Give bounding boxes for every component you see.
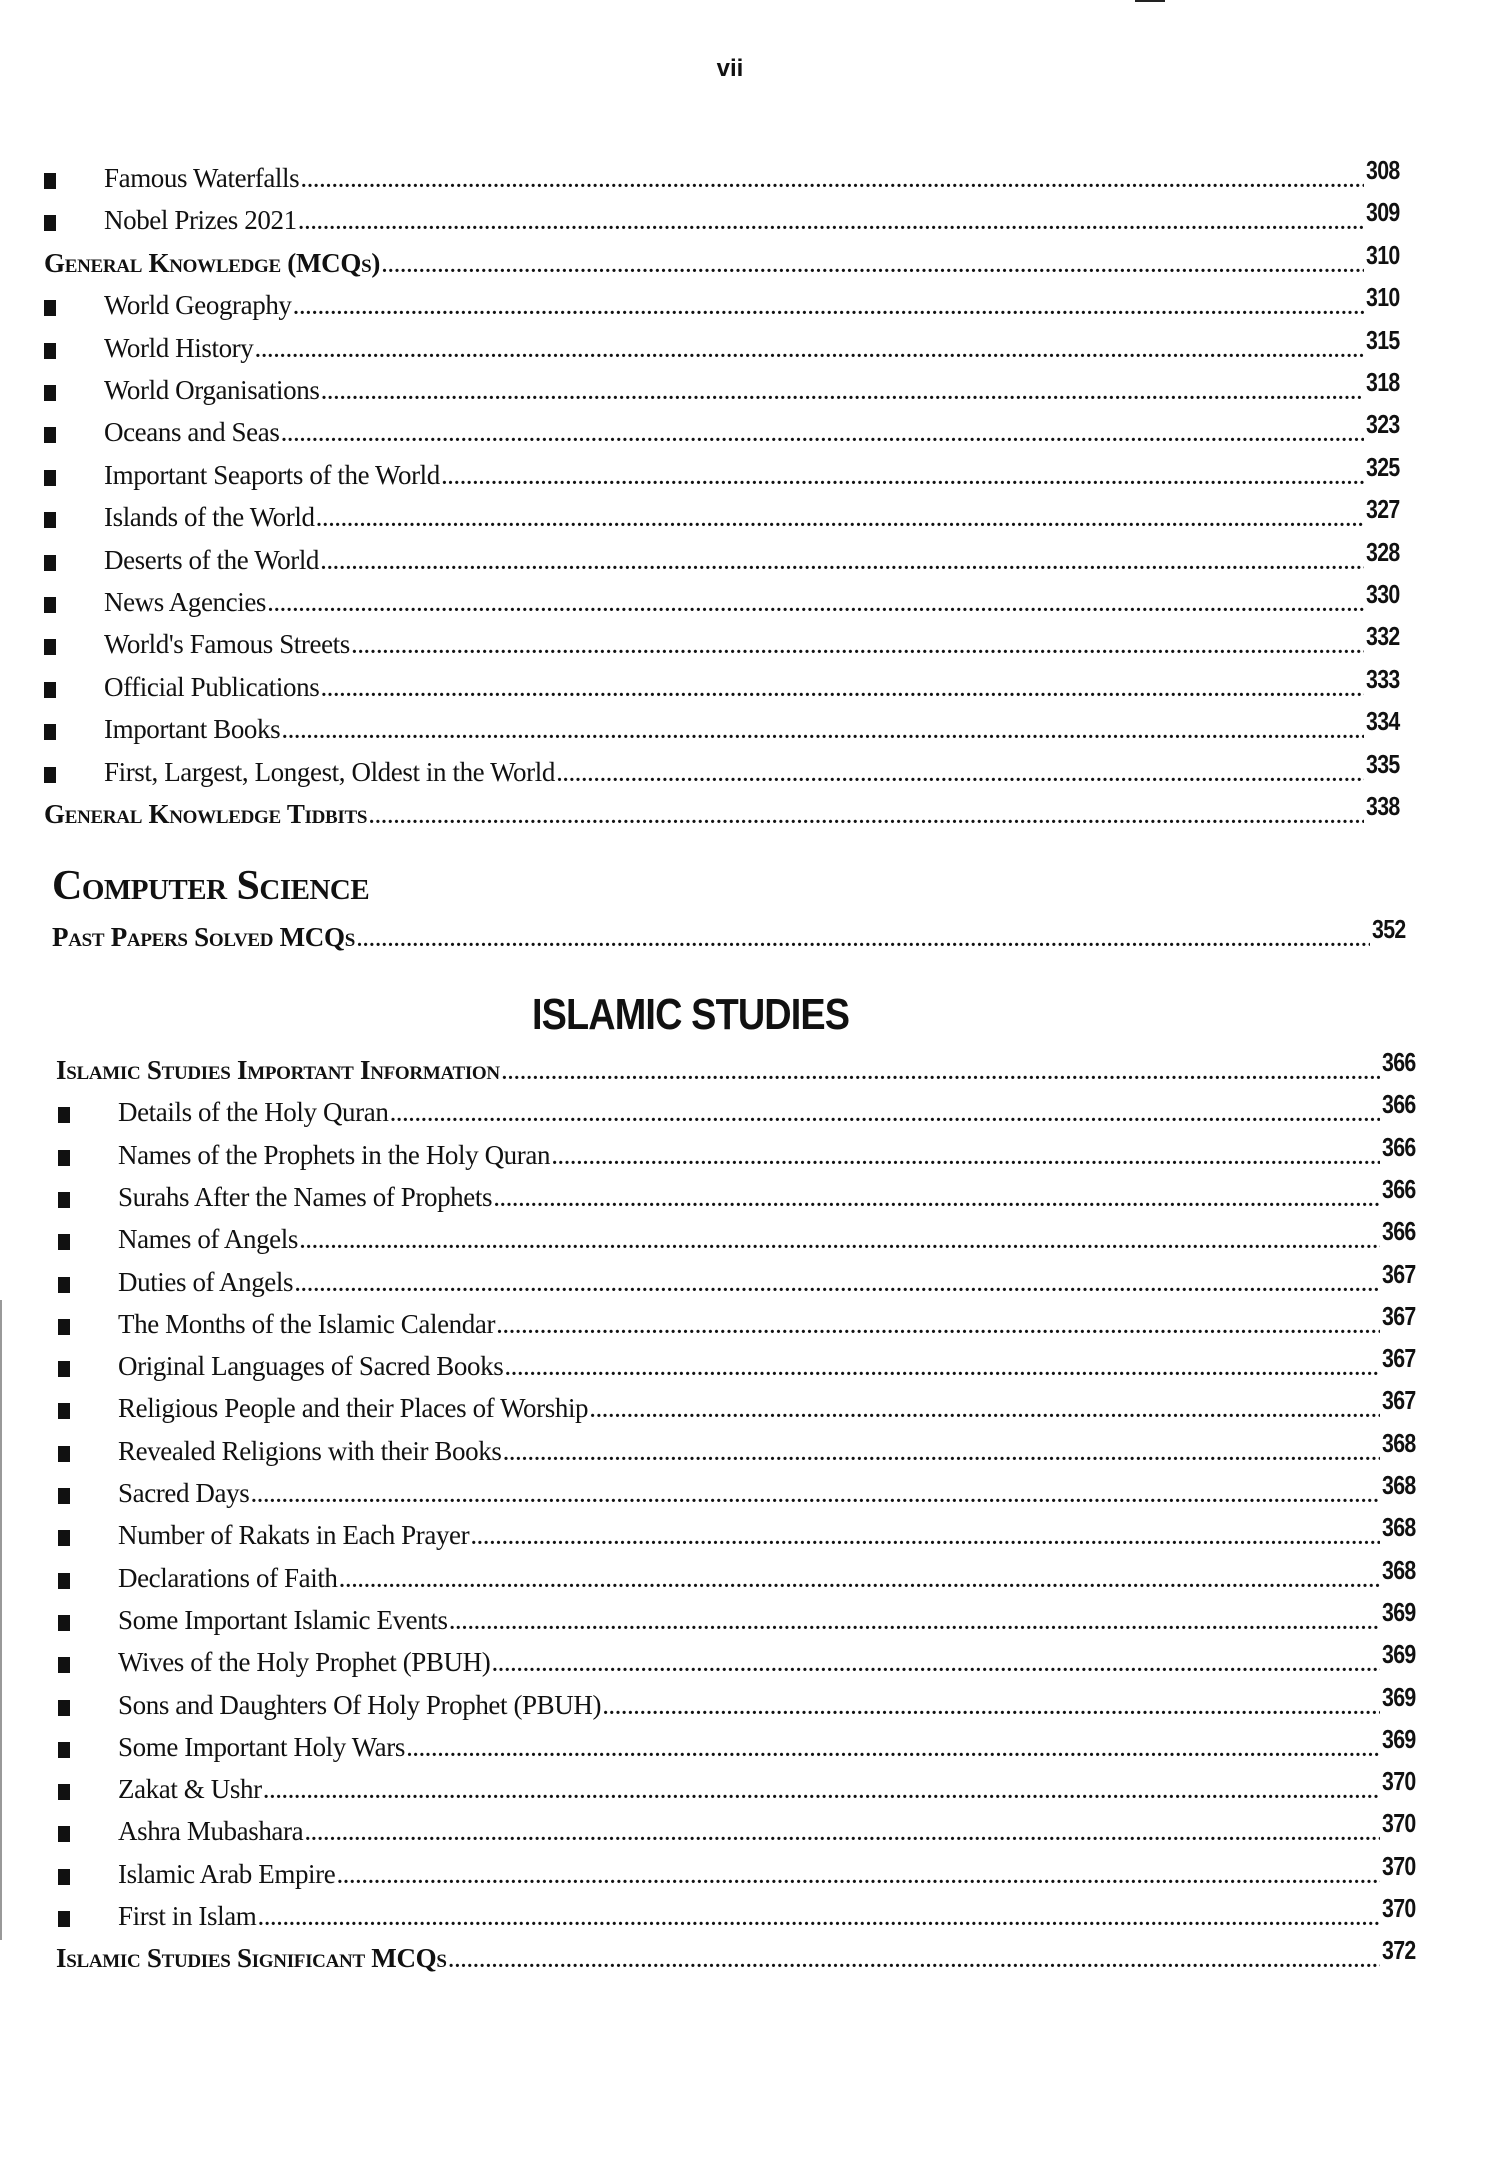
toc-heading-label: Past Papers Solved MCQs bbox=[52, 922, 355, 952]
toc-page-number: 368 bbox=[1382, 1554, 1416, 1585]
toc-page-number: 366 bbox=[1382, 1216, 1416, 1247]
toc-page-number: 308 bbox=[1366, 155, 1400, 185]
toc-entry-label: First, Largest, Longest, Oldest in the World bbox=[104, 756, 555, 787]
dot-leader bbox=[552, 1148, 1380, 1168]
square-bullet-icon bbox=[44, 300, 56, 316]
dot-leader bbox=[282, 722, 1364, 742]
toc-entry-islamic-studies-significant-mcqs[interactable] bbox=[56, 1935, 1426, 1983]
toc-page-number: 367 bbox=[1382, 1343, 1416, 1374]
toc-entry-label: Declarations of Faith bbox=[118, 1562, 338, 1593]
toc-entry-important-seaports-of-the-world[interactable] bbox=[44, 451, 1410, 500]
toc-entry-original-languages-of-sacred-books[interactable] bbox=[58, 1343, 1426, 1391]
toc-page-number: 367 bbox=[1382, 1258, 1416, 1289]
toc-page-number: 369 bbox=[1382, 1723, 1416, 1754]
square-bullet-icon bbox=[58, 1530, 70, 1546]
square-bullet-icon bbox=[44, 682, 56, 698]
toc-entry-general-knowledge-mcqs[interactable] bbox=[44, 239, 1410, 288]
square-bullet-icon bbox=[58, 1150, 70, 1166]
toc-page-number: 338 bbox=[1366, 791, 1400, 821]
toc-page-number: 368 bbox=[1382, 1470, 1416, 1500]
toc-entry-world-geography[interactable] bbox=[44, 282, 1410, 330]
toc-page-number: 333 bbox=[1366, 663, 1400, 694]
toc-heading-label: General Knowledge Tidbits bbox=[44, 799, 368, 829]
square-bullet-icon bbox=[58, 1192, 70, 1208]
toc-page-number: 370 bbox=[1382, 1808, 1416, 1839]
dot-leader bbox=[471, 1528, 1380, 1548]
page-number: vii bbox=[716, 55, 744, 82]
toc-entry-wives-of-the-holy-prophet-pbuh[interactable] bbox=[58, 1639, 1426, 1687]
toc-entry-first-largest-longest-oldest-in-the-world[interactable] bbox=[44, 748, 1410, 797]
toc-entry-label: World History bbox=[104, 332, 254, 363]
toc-page-number: 310 bbox=[1366, 282, 1400, 313]
toc-page-number: 372 bbox=[1382, 1935, 1416, 1966]
toc-entry-official-publications[interactable] bbox=[44, 663, 1410, 712]
toc-entry-surahs-after-the-names-of-prophets[interactable] bbox=[58, 1173, 1426, 1222]
toc-page-number: 370 bbox=[1382, 1766, 1416, 1797]
dot-leader bbox=[494, 1190, 1380, 1210]
toc-entry-ashra-mubashara[interactable] bbox=[58, 1808, 1426, 1856]
square-bullet-icon bbox=[58, 1911, 70, 1927]
square-bullet-icon bbox=[44, 639, 56, 655]
dot-leader bbox=[264, 1782, 1380, 1802]
square-bullet-icon bbox=[44, 343, 56, 359]
toc-entry-label: Islamic Arab Empire bbox=[118, 1858, 336, 1889]
square-bullet-icon bbox=[44, 767, 56, 783]
square-bullet-icon bbox=[58, 1403, 70, 1419]
toc-entry-islamic-studies-important-information[interactable] bbox=[56, 1047, 1426, 1095]
square-bullet-icon bbox=[44, 555, 56, 571]
square-bullet-icon bbox=[44, 512, 56, 528]
toc-entry-label: Deserts of the World bbox=[104, 544, 320, 575]
dot-leader bbox=[321, 553, 1364, 573]
toc-entry-label: Wives of the Holy Prophet (PBUH) bbox=[118, 1647, 491, 1678]
square-bullet-icon bbox=[58, 1234, 70, 1250]
toc-entry-label: Some Important Islamic Events bbox=[118, 1604, 448, 1635]
dot-leader bbox=[449, 1951, 1380, 1971]
toc-entry-famous-waterfalls[interactable] bbox=[44, 155, 1410, 203]
toc-entry-label: Number of Rakats in Each Prayer bbox=[118, 1520, 470, 1551]
dot-leader bbox=[268, 595, 1364, 615]
dot-leader bbox=[337, 1867, 1380, 1887]
dot-leader bbox=[603, 1698, 1380, 1718]
toc-entry-label: Religious People and their Places of Worship bbox=[118, 1393, 589, 1424]
square-bullet-icon bbox=[58, 1742, 70, 1758]
dot-leader bbox=[407, 1740, 1380, 1760]
toc-entry-label: Ashra Mubashara bbox=[118, 1816, 304, 1847]
toc-entry-islamic-arab-empire[interactable] bbox=[58, 1850, 1426, 1899]
toc-entry-label: First in Islam bbox=[118, 1901, 257, 1931]
square-bullet-icon bbox=[58, 1657, 70, 1673]
dot-leader bbox=[357, 930, 1370, 950]
toc-page-number: 332 bbox=[1366, 621, 1400, 652]
toc-entry-label: Details of the Holy Quran bbox=[118, 1097, 389, 1128]
square-bullet-icon bbox=[44, 724, 56, 740]
toc-page-number: 328 bbox=[1366, 536, 1400, 567]
toc-entry-religious-people-and-their-places-of-worship[interactable] bbox=[58, 1385, 1426, 1433]
square-bullet-icon bbox=[58, 1277, 70, 1293]
toc-page-number: 366 bbox=[1382, 1131, 1416, 1162]
toc-page-number: 327 bbox=[1366, 494, 1400, 525]
square-bullet-icon bbox=[44, 597, 56, 613]
toc-page-number: 366 bbox=[1382, 1089, 1416, 1120]
toc-entry-label: Duties of Angels bbox=[118, 1266, 294, 1297]
toc-entry-past-papers-solved-mcqs[interactable] bbox=[52, 914, 1416, 962]
dot-leader bbox=[442, 468, 1364, 488]
square-bullet-icon bbox=[58, 1319, 70, 1335]
square-bullet-icon bbox=[58, 1488, 70, 1504]
square-bullet-icon bbox=[44, 385, 56, 401]
square-bullet-icon bbox=[58, 1869, 70, 1885]
section-title-islamic-studies: ISLAMIC STUDIES bbox=[532, 990, 850, 1039]
toc-page-number: 370 bbox=[1382, 1893, 1416, 1923]
dot-leader bbox=[258, 1909, 1380, 1929]
dot-leader bbox=[321, 680, 1364, 700]
toc-page-number: 369 bbox=[1382, 1639, 1416, 1670]
toc-page-number: 370 bbox=[1382, 1850, 1416, 1881]
square-bullet-icon bbox=[58, 1107, 70, 1123]
dot-leader bbox=[492, 1655, 1380, 1675]
toc-entry-names-of-angels[interactable] bbox=[58, 1216, 1426, 1264]
toc-entry-label: Original Languages of Sacred Books bbox=[118, 1351, 504, 1382]
toc-page-number: 309 bbox=[1366, 197, 1400, 228]
toc-page-number: 334 bbox=[1366, 706, 1400, 737]
toc-entry-news-agencies[interactable] bbox=[44, 579, 1410, 627]
square-bullet-icon bbox=[44, 215, 56, 231]
section-title-computer-science: Computer Science bbox=[52, 863, 370, 909]
dot-leader bbox=[299, 213, 1364, 233]
square-bullet-icon bbox=[58, 1615, 70, 1631]
toc-entry-world-organisations[interactable] bbox=[44, 367, 1410, 415]
square-bullet-icon bbox=[44, 470, 56, 486]
square-bullet-icon bbox=[44, 173, 56, 189]
dot-leader bbox=[305, 1824, 1380, 1844]
toc-page-number: 368 bbox=[1382, 1427, 1416, 1458]
toc-entry-label: Islands of the World bbox=[104, 502, 315, 533]
toc-entry-first-in-islam[interactable] bbox=[58, 1893, 1426, 1941]
toc-entry-label: Surahs After the Names of Prophets bbox=[118, 1181, 493, 1212]
dot-leader bbox=[503, 1444, 1380, 1464]
toc-entry-revealed-religions-with-their-books[interactable] bbox=[58, 1427, 1426, 1476]
toc-entry-details-of-the-holy-quran[interactable] bbox=[58, 1089, 1426, 1137]
dot-leader bbox=[251, 1486, 1380, 1506]
toc-entry-sons-and-daughters-of-holy-prophet-pbuh[interactable] bbox=[58, 1681, 1426, 1730]
toc-entry-label: Nobel Prizes 2021 bbox=[104, 205, 297, 236]
toc-entry-duties-of-angels[interactable] bbox=[58, 1258, 1426, 1307]
dot-leader bbox=[502, 1063, 1380, 1083]
toc-entry-label: Famous Waterfalls bbox=[104, 163, 300, 193]
dot-leader bbox=[390, 1105, 1380, 1125]
toc-page-number: 318 bbox=[1366, 367, 1400, 397]
toc-entry-some-important-holy-wars[interactable] bbox=[58, 1723, 1426, 1772]
toc-page-number: 315 bbox=[1366, 324, 1400, 355]
square-bullet-icon bbox=[58, 1700, 70, 1716]
square-bullet-icon bbox=[58, 1573, 70, 1589]
toc-page-number: 368 bbox=[1382, 1512, 1416, 1543]
dot-leader bbox=[369, 807, 1364, 827]
scan-edge-artifact bbox=[0, 1300, 2, 1940]
dot-leader bbox=[557, 765, 1364, 785]
toc-entry-label: Important Seaports of the World bbox=[104, 459, 440, 490]
toc-entry-label: World Geography bbox=[104, 290, 292, 321]
square-bullet-icon bbox=[58, 1784, 70, 1800]
toc-entry-label: Important Books bbox=[104, 714, 281, 745]
toc-entry-label: Official Publications bbox=[104, 671, 320, 702]
dot-leader bbox=[340, 1571, 1380, 1591]
toc-entry-label: Names of the Prophets in the Holy Quran bbox=[118, 1139, 551, 1170]
toc-page-number: 352 bbox=[1372, 914, 1406, 944]
toc-entry-some-important-islamic-events[interactable] bbox=[58, 1596, 1426, 1645]
toc-page-number: 369 bbox=[1382, 1681, 1416, 1712]
dot-leader bbox=[294, 298, 1364, 318]
toc-entry-sacred-days[interactable] bbox=[58, 1470, 1426, 1518]
toc-entry-deserts-of-the-world[interactable] bbox=[44, 536, 1410, 585]
toc-page-number: 366 bbox=[1382, 1047, 1416, 1077]
square-bullet-icon bbox=[44, 427, 56, 443]
dot-leader bbox=[255, 341, 1364, 361]
toc-entry-important-books[interactable] bbox=[44, 706, 1410, 754]
dot-leader bbox=[295, 1275, 1380, 1295]
toc-page-number: 330 bbox=[1366, 579, 1400, 609]
dot-leader bbox=[317, 510, 1364, 530]
toc-page-number: 325 bbox=[1366, 451, 1400, 482]
toc-heading-label: General Knowledge (MCQs) bbox=[44, 247, 381, 278]
dot-leader bbox=[590, 1401, 1380, 1421]
toc-entry-nobel-prizes-2021[interactable] bbox=[44, 197, 1410, 245]
toc-entry-label: Names of Angels bbox=[118, 1224, 298, 1255]
dot-leader bbox=[301, 171, 1364, 191]
toc-page-number: 369 bbox=[1382, 1596, 1416, 1627]
toc-entry-world-history[interactable] bbox=[44, 324, 1410, 373]
dot-leader bbox=[382, 256, 1364, 276]
square-bullet-icon bbox=[58, 1446, 70, 1462]
dot-leader bbox=[450, 1613, 1380, 1633]
toc-page-number: 310 bbox=[1366, 239, 1400, 270]
toc-entry-number-of-rakats-in-each-prayer[interactable] bbox=[58, 1512, 1426, 1560]
toc-entry-label: Sons and Daughters Of Holy Prophet (PBUH) bbox=[118, 1689, 602, 1720]
scan-artifact bbox=[1135, 0, 1165, 2]
toc-entry-oceans-and-seas[interactable] bbox=[44, 409, 1410, 457]
dot-leader bbox=[281, 425, 1364, 445]
toc-entry-the-months-of-the-islamic-calendar[interactable] bbox=[58, 1300, 1426, 1349]
toc-entry-label: Revealed Religions with their Books bbox=[118, 1435, 502, 1466]
toc-heading-label: Islamic Studies Important Information bbox=[56, 1055, 500, 1085]
toc-entry-label: World's Famous Streets bbox=[104, 629, 350, 660]
toc-entry-label: Sacred Days bbox=[118, 1478, 250, 1508]
toc-entry-label: World Organisations bbox=[104, 375, 320, 405]
dot-leader bbox=[505, 1359, 1380, 1379]
toc-page-number: 367 bbox=[1382, 1385, 1416, 1416]
toc-entry-label: News Agencies bbox=[104, 587, 267, 617]
toc-entry-islands-of-the-world[interactable] bbox=[44, 494, 1410, 542]
toc-heading-label: Islamic Studies Significant MCQs bbox=[56, 1943, 447, 1974]
toc-page-number: 323 bbox=[1366, 409, 1400, 440]
dot-leader bbox=[497, 1317, 1380, 1337]
toc-page-number: 367 bbox=[1382, 1300, 1416, 1331]
square-bullet-icon bbox=[58, 1361, 70, 1377]
dot-leader bbox=[352, 637, 1364, 657]
toc-entry-world-s-famous-streets[interactable] bbox=[44, 621, 1410, 669]
dot-leader bbox=[300, 1232, 1380, 1252]
toc-entry-zakat-ushr[interactable] bbox=[58, 1766, 1426, 1814]
toc-entry-general-knowledge-tidbits[interactable] bbox=[44, 791, 1410, 839]
square-bullet-icon bbox=[58, 1826, 70, 1842]
toc-entry-label: Zakat & Ushr bbox=[118, 1774, 262, 1805]
toc-entry-label: Some Important Holy Wars bbox=[118, 1731, 405, 1762]
toc-entry-names-of-the-prophets-in-the-holy-quran[interactable] bbox=[58, 1131, 1426, 1180]
toc-entry-label: Oceans and Seas bbox=[104, 417, 280, 448]
toc-entry-label: The Months of the Islamic Calendar bbox=[118, 1308, 496, 1339]
toc-entry-declarations-of-faith[interactable] bbox=[58, 1554, 1426, 1603]
dot-leader bbox=[321, 383, 1364, 403]
toc-page-number: 366 bbox=[1382, 1173, 1416, 1204]
toc-page-number: 335 bbox=[1366, 748, 1400, 779]
